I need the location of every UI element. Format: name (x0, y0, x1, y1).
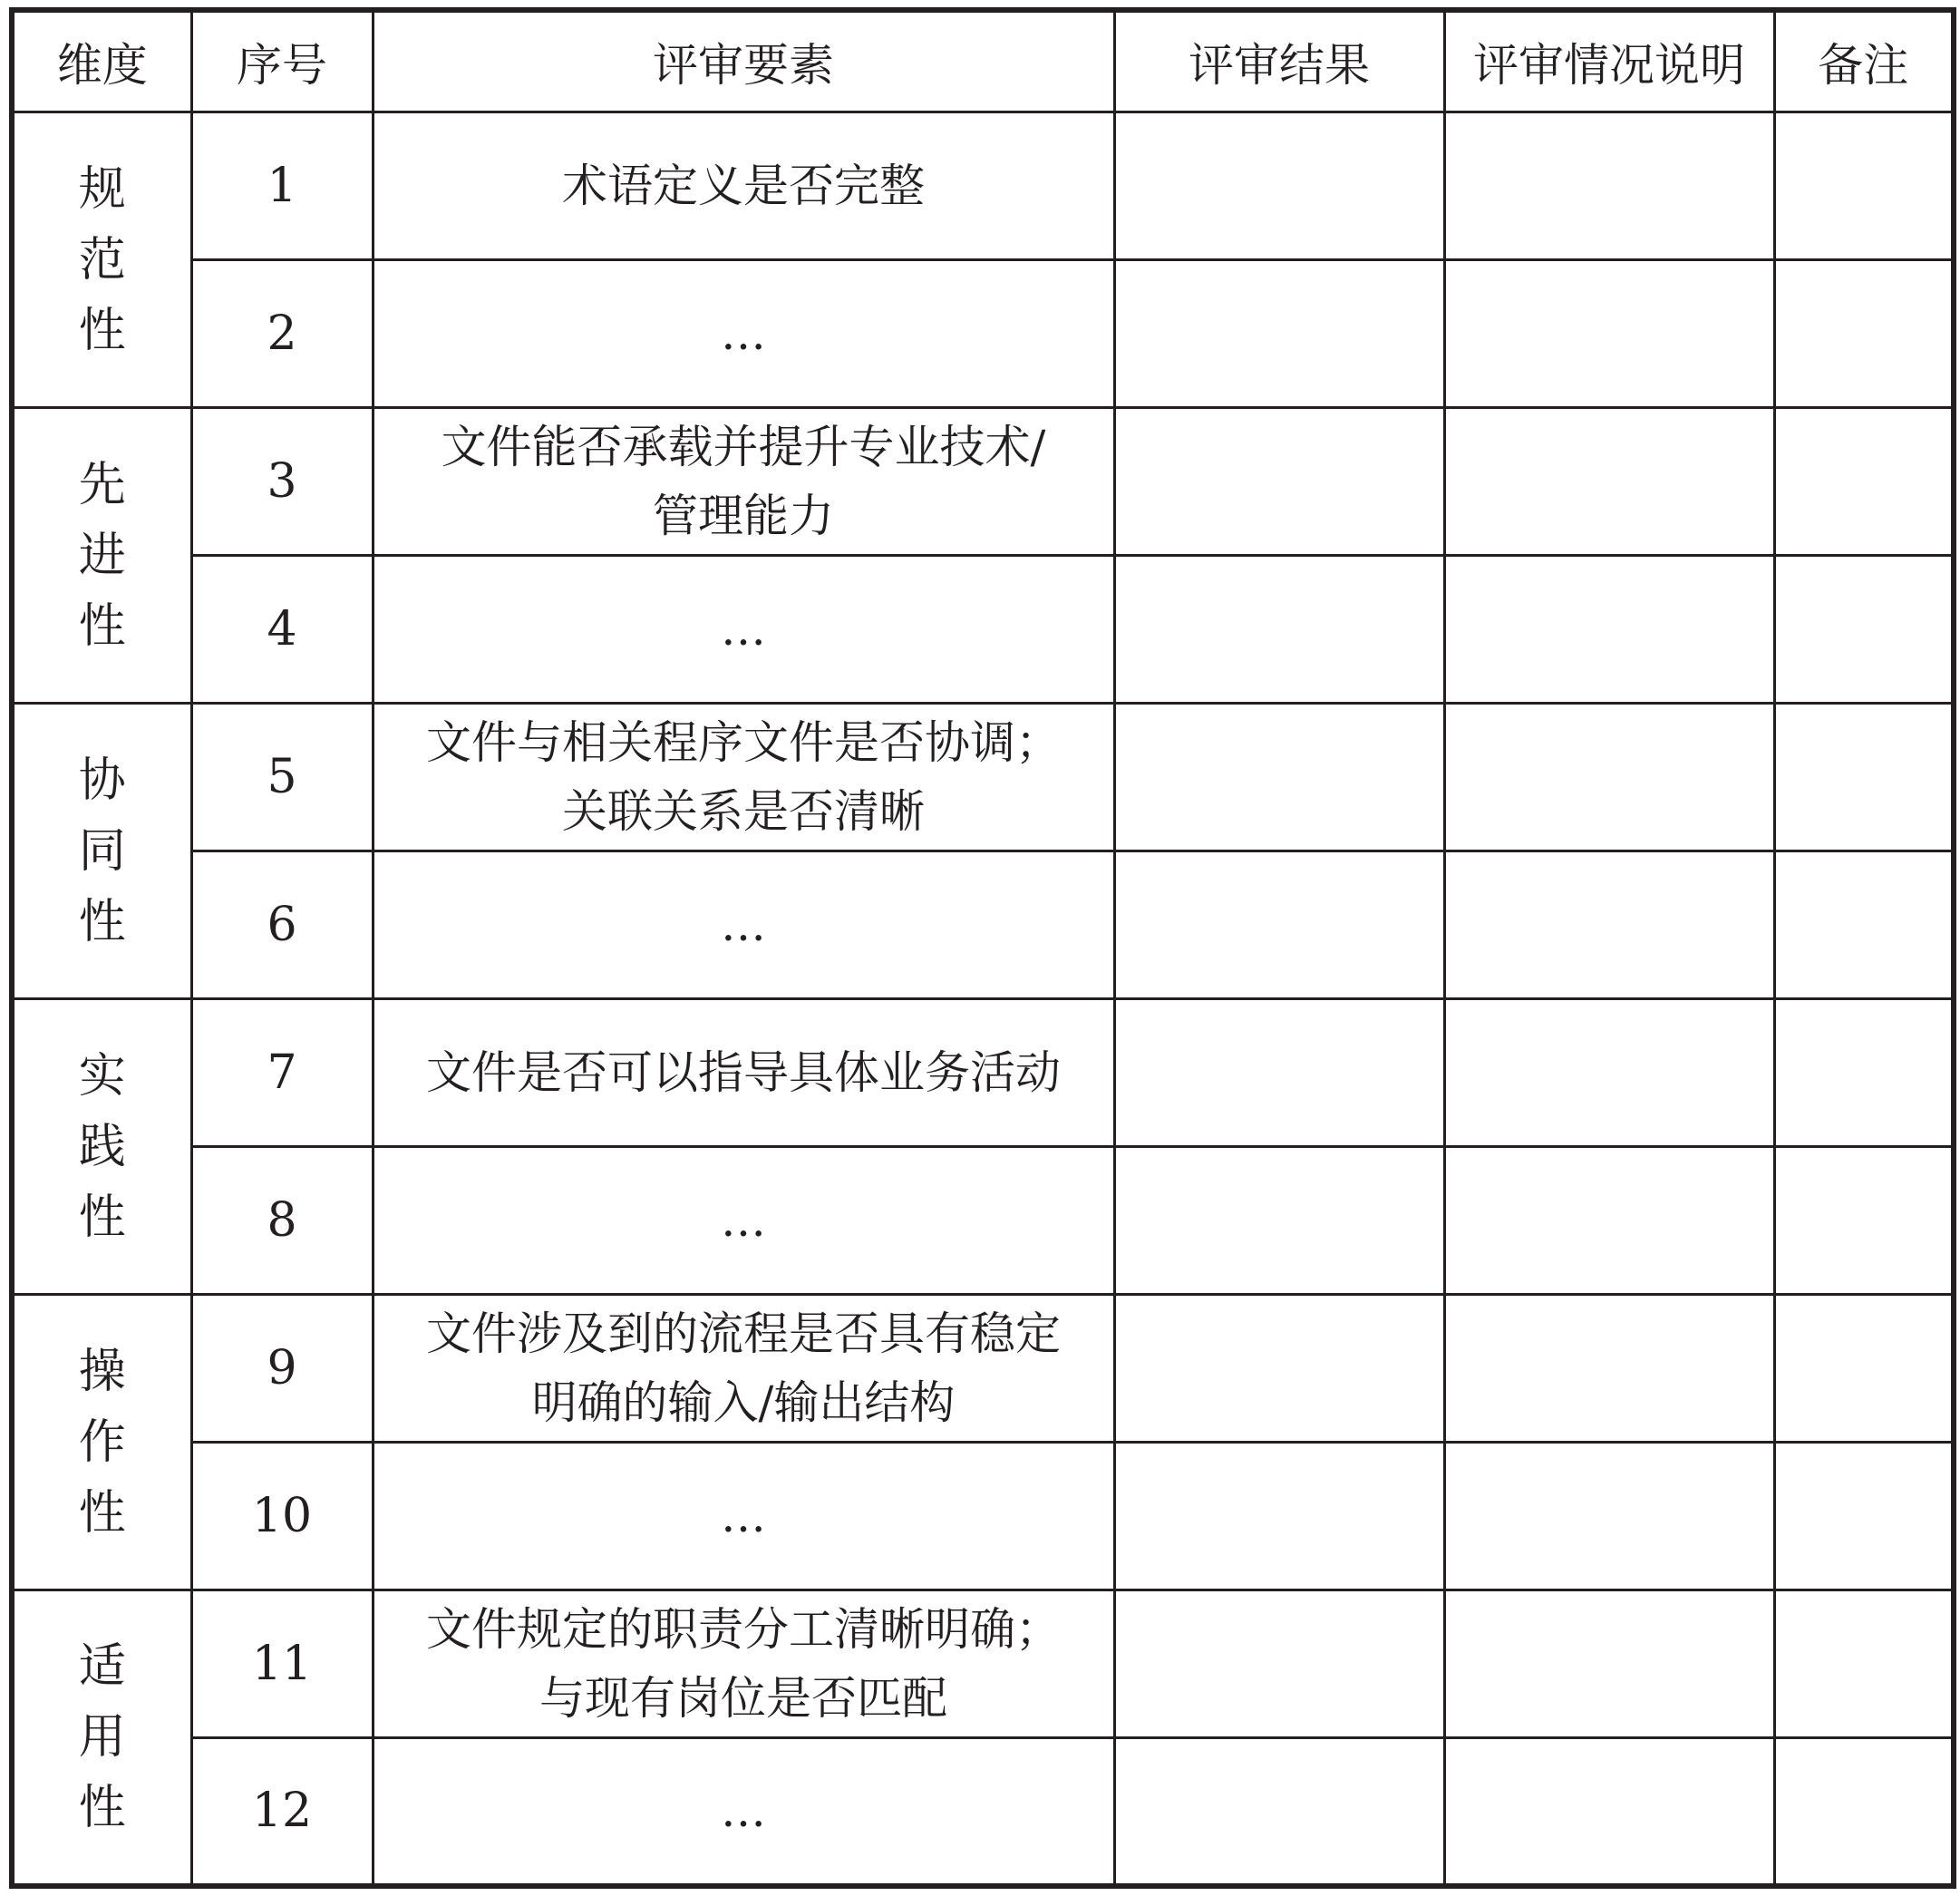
remarks-cell (1774, 1443, 1954, 1590)
review-result-cell (1114, 1295, 1444, 1443)
table-row (12, 1738, 1954, 1886)
remarks-cell (1774, 1738, 1954, 1886)
table-row (12, 260, 1954, 408)
review-result-cell (1114, 1443, 1444, 1590)
review-description-cell (1444, 1590, 1774, 1738)
review-element-cell: 文件是否可以指导具体业务活动 (373, 999, 1114, 1147)
dimension-label: 规范性 (78, 161, 126, 358)
review-description-cell (1444, 1147, 1774, 1295)
table-body (12, 112, 1954, 1886)
table-row (12, 1295, 1954, 1443)
dimension-label: 操作性 (78, 1344, 126, 1541)
review-result-cell (1114, 704, 1444, 851)
review-element-cell: 文件涉及到的流程是否具有稳定 明确的输入/输出结构 (373, 1295, 1114, 1443)
number-cell: 2 (191, 260, 373, 408)
dimension-label: 协同性 (78, 753, 126, 949)
remarks-cell (1774, 999, 1954, 1147)
review-description-cell (1444, 704, 1774, 851)
table-row (12, 704, 1954, 851)
review-element-cell: 术语定义是否完整 (373, 112, 1114, 260)
review-description-cell (1444, 1295, 1774, 1443)
header-review-result: 评审结果 (1114, 10, 1444, 112)
number-cell: 6 (191, 851, 373, 999)
review-element-cell: … (373, 556, 1114, 704)
number-cell: 11 (191, 1590, 373, 1738)
review-element-cell: … (373, 851, 1114, 999)
review-description-cell (1444, 112, 1774, 260)
number-cell: 12 (191, 1738, 373, 1886)
dimension-label: 先进性 (78, 457, 126, 654)
number-cell: 4 (191, 556, 373, 704)
review-result-cell (1114, 851, 1444, 999)
review-result-cell (1114, 112, 1444, 260)
table-row (12, 408, 1954, 556)
review-result-cell (1114, 556, 1444, 704)
header-remarks: 备注 (1774, 10, 1954, 112)
review-result-cell (1114, 999, 1444, 1147)
remarks-cell (1774, 1590, 1954, 1738)
review-result-cell (1114, 1590, 1444, 1738)
number-cell: 5 (191, 704, 373, 851)
review-element-cell: … (373, 1738, 1114, 1886)
review-result-cell (1114, 1147, 1444, 1295)
dimension-cell (12, 704, 191, 999)
table-row (12, 1147, 1954, 1295)
remarks-cell (1774, 851, 1954, 999)
number-cell: 10 (191, 1443, 373, 1590)
review-description-cell (1444, 408, 1774, 556)
remarks-cell (1774, 704, 1954, 851)
remarks-cell (1774, 1295, 1954, 1443)
review-element-cell: … (373, 1443, 1114, 1590)
header-review-element: 评审要素 (373, 10, 1114, 112)
number-cell: 7 (191, 999, 373, 1147)
remarks-cell (1774, 408, 1954, 556)
review-element-cell: … (373, 260, 1114, 408)
table-row (12, 1443, 1954, 1590)
dimension-cell (12, 1295, 191, 1590)
table-row (12, 556, 1954, 704)
remarks-cell (1774, 260, 1954, 408)
dimension-label: 适用性 (78, 1638, 126, 1835)
review-element-cell: 文件与相关程序文件是否协调； 关联关系是否清晰 (373, 704, 1114, 851)
review-description-cell (1444, 1738, 1774, 1886)
review-description-cell (1444, 556, 1774, 704)
header-dimension: 维度 (12, 10, 191, 112)
dimension-cell (12, 112, 191, 408)
dimension-cell (12, 1590, 191, 1886)
review-description-cell (1444, 999, 1774, 1147)
review-result-cell (1114, 408, 1444, 556)
header-number: 序号 (191, 10, 373, 112)
dimension-cell (12, 408, 191, 704)
remarks-cell (1774, 112, 1954, 260)
number-cell: 1 (191, 112, 373, 260)
table-row (12, 851, 1954, 999)
table-row (12, 999, 1954, 1147)
remarks-cell (1774, 556, 1954, 704)
review-description-cell (1444, 1443, 1774, 1590)
table-row (12, 112, 1954, 260)
review-element-cell: … (373, 1147, 1114, 1295)
number-cell: 8 (191, 1147, 373, 1295)
number-cell: 9 (191, 1295, 373, 1443)
review-description-cell (1444, 851, 1774, 999)
header-row (12, 10, 1954, 112)
table-row (12, 1590, 1954, 1738)
dimension-cell (12, 999, 191, 1295)
review-table (9, 7, 1956, 1889)
remarks-cell (1774, 1147, 1954, 1295)
review-result-cell (1114, 260, 1444, 408)
number-cell: 3 (191, 408, 373, 556)
review-element-cell: 文件能否承载并提升专业技术/ 管理能力 (373, 408, 1114, 556)
review-element-cell: 文件规定的职责分工清晰明确； 与现有岗位是否匹配 (373, 1590, 1114, 1738)
dimension-label: 实践性 (78, 1048, 126, 1245)
review-description-cell (1444, 260, 1774, 408)
review-result-cell (1114, 1738, 1444, 1886)
header-review-description: 评审情况说明 (1444, 10, 1774, 112)
